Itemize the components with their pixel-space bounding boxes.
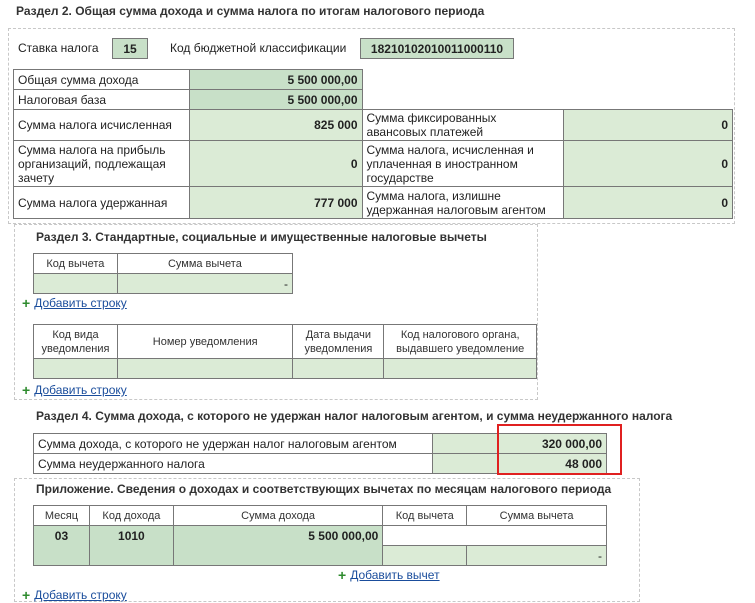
excess-withheld-value[interactable]: 0: [564, 187, 733, 219]
empty-cell: [362, 70, 732, 90]
table-row: [14, 90, 733, 110]
col-income-amount: Сумма дохода: [173, 506, 383, 526]
table-row: [14, 187, 733, 219]
table-row: [14, 141, 733, 187]
tax-base-label: Налоговая база: [14, 90, 190, 110]
notification-date-cell[interactable]: [293, 359, 384, 379]
table-header: [34, 325, 537, 359]
section2-table: [13, 69, 733, 219]
empty-cell: [383, 526, 467, 546]
total-income-value[interactable]: 5 500 000,00: [189, 70, 362, 90]
plus-icon: +: [22, 295, 31, 311]
plus-icon: +: [22, 587, 31, 603]
tax-rate-field[interactable]: 15: [112, 38, 148, 59]
appendix-title: Приложение. Сведения о доходах и соответствующих вычетах по месяцам налогового периода: [36, 482, 612, 496]
deduction-code-cell[interactable]: [383, 546, 467, 566]
col-deduction-amount: Сумма вычета: [467, 506, 607, 526]
col-deduction-code: Код вычета: [34, 254, 118, 274]
foreign-tax-label: Сумма налога, исчисленная и уплаченная в иностранном государстве: [362, 141, 564, 187]
col-deduction-amount: Сумма вычета: [117, 254, 292, 274]
total-income-label: Общая сумма дохода: [14, 70, 190, 90]
col-month: Месяц: [34, 506, 90, 526]
add-row-link[interactable]: Добавить строку: [34, 383, 127, 397]
add-deduction-link[interactable]: Добавить вычет: [350, 568, 440, 582]
col-notification-date: Дата выдачи уведомления: [293, 325, 384, 359]
col-tax-authority: Код налогового органа, выдавшего уведомление: [384, 325, 537, 359]
fixed-advance-value[interactable]: 0: [564, 110, 733, 141]
col-deduction-code: Код вычета: [383, 506, 467, 526]
unwithheld-income-value[interactable]: 320 000,00: [433, 434, 607, 454]
table-row: [14, 110, 733, 141]
deduction-amount-cell[interactable]: -: [117, 274, 292, 294]
kbk-label: Код бюджетной классификации: [170, 41, 347, 55]
deduction-amount-cell[interactable]: -: [467, 546, 607, 566]
profit-tax-label: Сумма налога на прибыль организаций, подлежащая зачету: [14, 141, 190, 187]
table-row: [14, 70, 733, 90]
income-code-cell[interactable]: 1010: [89, 526, 173, 566]
tax-withheld-label: Сумма налога удержанная: [14, 187, 190, 219]
section2-title: Раздел 2. Общая сумма дохода и сумма налога по итогам налогового периода: [16, 4, 485, 18]
plus-icon: +: [22, 382, 31, 398]
tax-rate-label: Ставка налога: [18, 41, 99, 55]
empty-cell: [467, 526, 607, 546]
table-row: [34, 274, 293, 294]
deductions-table: [33, 253, 293, 294]
unwithheld-tax-label: Сумма неудержанного налога: [34, 454, 433, 474]
profit-tax-value[interactable]: 0: [189, 141, 362, 187]
table-row: [34, 526, 607, 546]
add-row-1[interactable]: [22, 295, 127, 311]
appendix-table: [33, 505, 607, 566]
tax-authority-cell[interactable]: [384, 359, 537, 379]
section3-title: Раздел 3. Стандартные, социальные и имущественные налоговые вычеты: [36, 230, 487, 244]
add-row-2[interactable]: [22, 382, 127, 398]
excess-withheld-label: Сумма налога, излишне удержанная налоговым агентом: [362, 187, 564, 219]
foreign-tax-value[interactable]: 0: [564, 141, 733, 187]
tax-calculated-label: Сумма налога исчисленная: [14, 110, 190, 141]
fixed-advance-label: Сумма фиксированных авансовых платежей: [362, 110, 564, 141]
highlight-box: [497, 424, 622, 475]
empty-cell: [362, 90, 732, 110]
col-notification-number: Номер уведомления: [117, 325, 292, 359]
col-notification-type: Код вида уведомления: [34, 325, 118, 359]
unwithheld-tax-value[interactable]: 48 000: [433, 454, 607, 474]
tax-calculated-value[interactable]: 825 000: [189, 110, 362, 141]
add-row-3[interactable]: [22, 587, 127, 603]
kbk-field[interactable]: 18210102010011000110: [360, 38, 514, 59]
table-header: [34, 254, 293, 274]
notifications-table: [33, 324, 537, 379]
section4-title: Раздел 4. Сумма дохода, с которого не удержан налог налоговым агентом, и сумма неудержанного налога: [36, 409, 673, 423]
tax-withheld-value[interactable]: 777 000: [189, 187, 362, 219]
unwithheld-income-label: Сумма дохода, с которого не удержан налог налоговым агентом: [34, 434, 433, 454]
income-amount-cell[interactable]: 5 500 000,00: [173, 526, 383, 566]
add-row-link[interactable]: Добавить строку: [34, 588, 127, 602]
deduction-code-cell[interactable]: [34, 274, 118, 294]
col-income-code: Код дохода: [89, 506, 173, 526]
notification-number-cell[interactable]: [117, 359, 292, 379]
plus-icon: +: [338, 567, 347, 583]
add-deduction[interactable]: [338, 567, 440, 583]
notification-type-cell[interactable]: [34, 359, 118, 379]
table-row: [34, 359, 537, 379]
tax-base-value[interactable]: 5 500 000,00: [189, 90, 362, 110]
month-cell[interactable]: 03: [34, 526, 90, 566]
table-header: [34, 506, 607, 526]
add-row-link[interactable]: Добавить строку: [34, 296, 127, 310]
